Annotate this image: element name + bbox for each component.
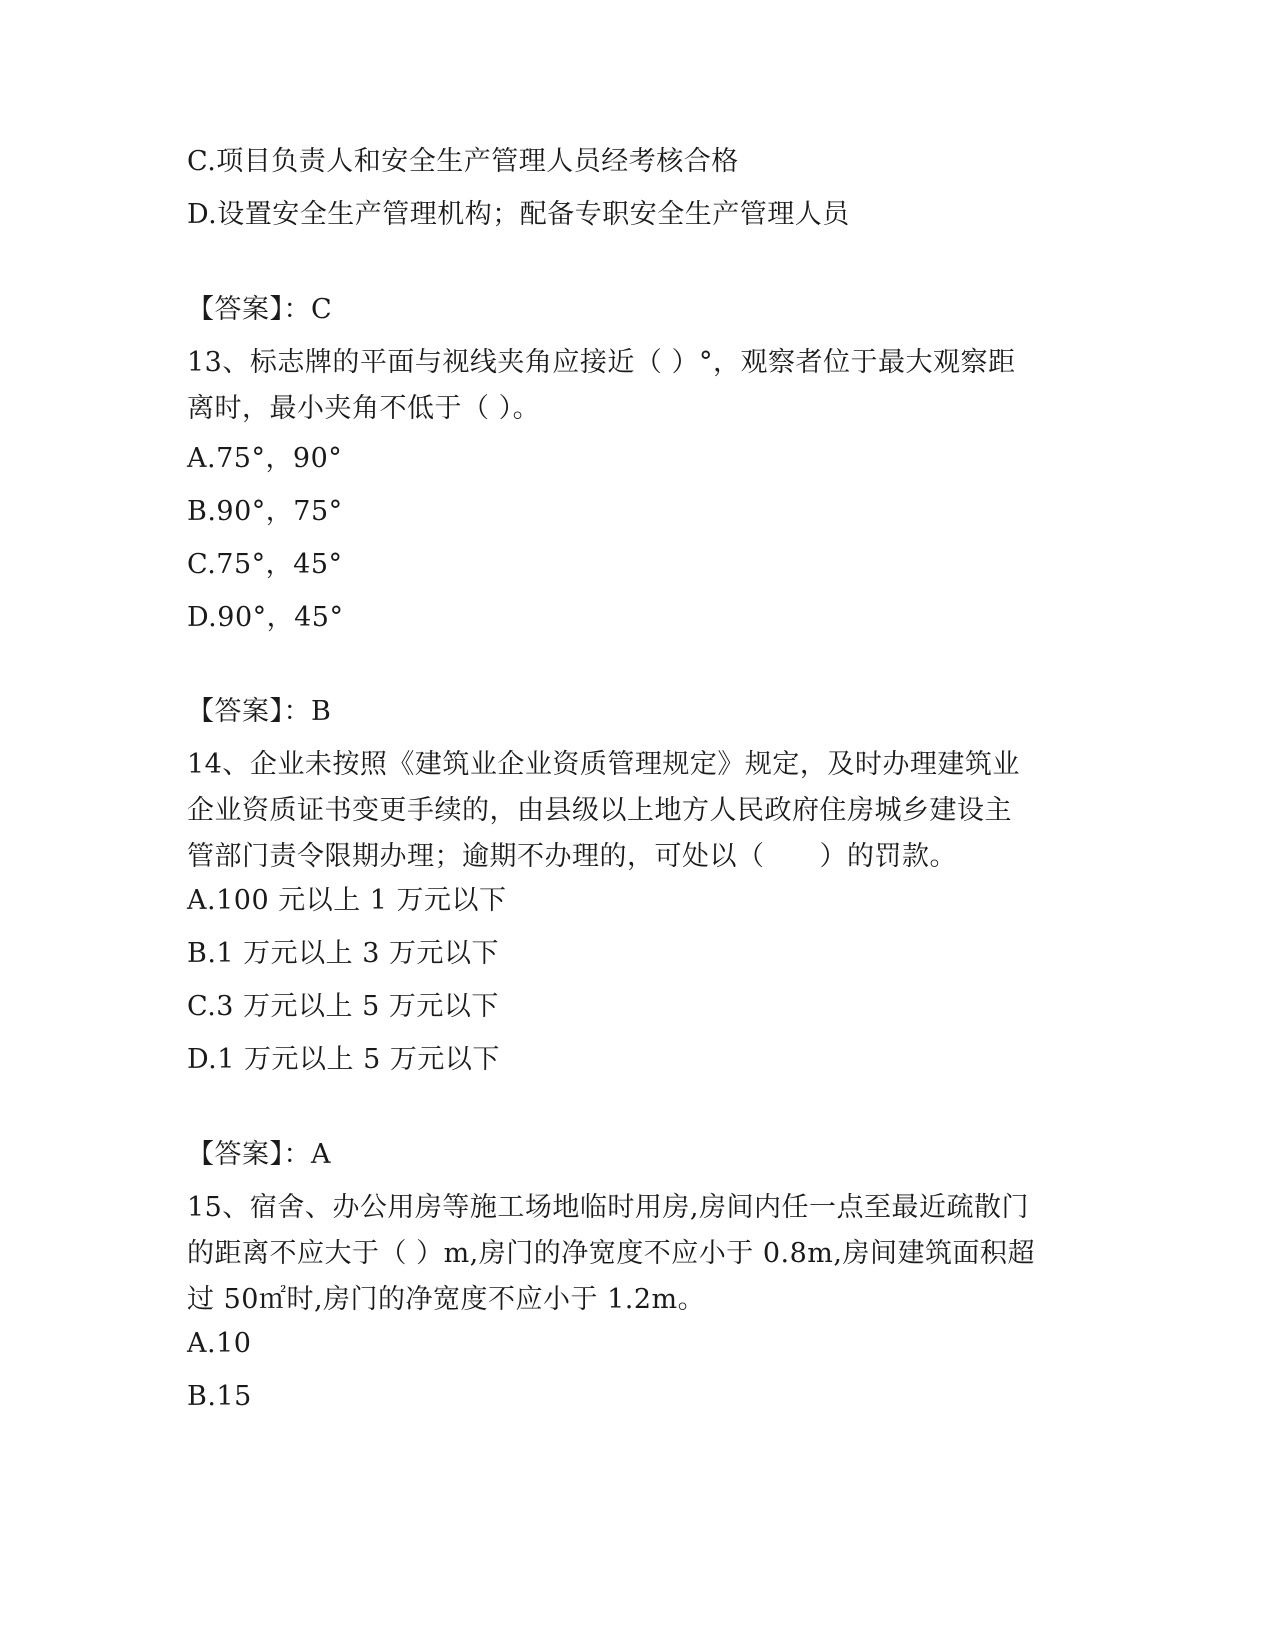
question-13-line-2: 离时，最小夹角不低于（ ）。	[187, 393, 541, 424]
option-c-prev: C.项目负责人和安全生产管理人员经考核合格	[187, 146, 739, 177]
q14-option-c: C.3 万元以上 5 万元以下	[187, 991, 499, 1022]
question-14-line-2: 企业资质证书变更手续的，由县级以上地方人民政府住房城乡建设主	[187, 795, 1012, 826]
question-13-text	[187, 349, 1087, 422]
answer-prev: 【答案】：C	[187, 294, 333, 325]
q14-answer: 【答案】：A	[187, 1139, 331, 1170]
question-14-line-1: 14、企业未按照《建筑业企业资质管理规定》规定，及时办理建筑业	[187, 749, 1020, 780]
q14-option-a: A.100 元以上 1 万元以下	[187, 885, 507, 916]
question-15-text	[187, 1194, 1087, 1313]
q14-option-d: D.1 万元以上 5 万元以下	[187, 1044, 500, 1075]
q14-option-b: B.1 万元以上 3 万元以下	[187, 938, 500, 969]
question-15-line-3: 过 50㎡时,房门的净宽度不应小于 1.2m。	[187, 1284, 706, 1315]
q13-option-a: A.75°，90°	[187, 443, 343, 474]
q13-option-d: D.90°，45°	[187, 602, 344, 633]
question-14-text	[187, 751, 1087, 870]
question-14-line-3: 管部门责令限期办理；逾期不办理的，可处以（ ）的罚款。	[187, 841, 957, 872]
q15-option-a: A.10	[187, 1328, 252, 1359]
q13-answer: 【答案】：B	[187, 696, 332, 727]
q13-option-c: C.75°，45°	[187, 549, 343, 580]
q13-option-b: B.90°，75°	[187, 496, 343, 527]
option-d-prev: D.设置安全生产管理机构；配备专职安全生产管理人员	[187, 199, 850, 230]
question-15-line-2: 的距离不应大于（ ）m,房门的净宽度不应小于 0.8m,房间建筑面积超	[187, 1238, 1035, 1269]
question-13-line-1: 13、标志牌的平面与视线夹角应接近（ ）°，观察者位于最大观察距	[187, 347, 1016, 378]
q15-option-b: B.15	[187, 1381, 252, 1412]
question-15-line-1: 15、宿舍、办公用房等施工场地临时用房,房间内任一点至最近疏散门	[187, 1192, 1029, 1223]
